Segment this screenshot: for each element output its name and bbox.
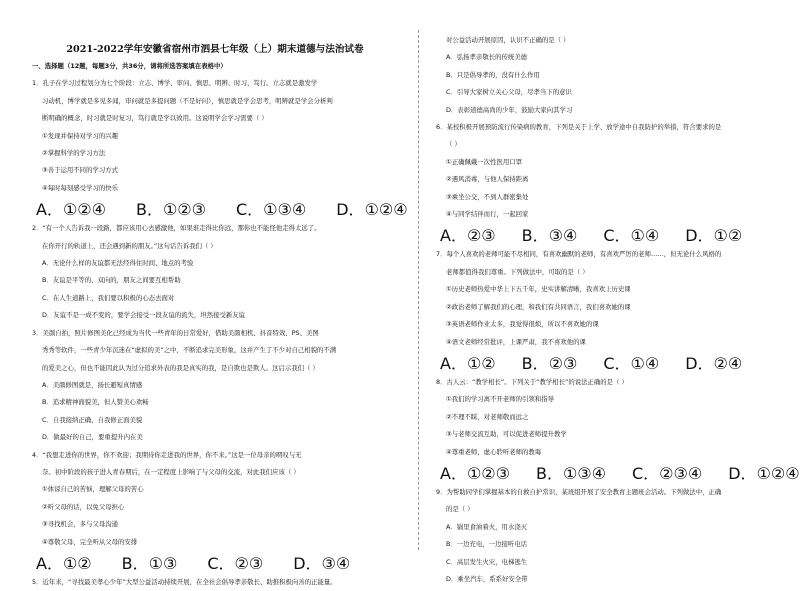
option-line: B．追求精神面貌美，但人赞美心欢畅: [42, 398, 149, 407]
question-line: 8．古人云：“教学相长”。下列关于“教学相长”的说法正确的是（ ）: [436, 377, 628, 386]
option-line: B．只是倡导孝的，没有什么作用: [446, 70, 540, 79]
column-divider: [418, 30, 419, 550]
option-line: C．引导大家树立关心父母，尽孝当下的意识: [446, 88, 572, 97]
option-line: ④尊重老师，虚心聆听老师的教诲: [446, 447, 542, 456]
option-line: ③善于运用不同的学习方式: [42, 166, 119, 175]
option-line: C．在人生道路上，我们要以积极的心态去面对: [42, 293, 175, 302]
answer-choice: D．②④: [685, 353, 743, 373]
question-line: 7．每个人喜欢的老师可能不尽相同，有喜欢幽默的老师，有喜欢严厉的老师……，但无论什么风格的: [436, 250, 722, 259]
option-line: D．做最好的自己，要重提升内在美: [42, 433, 143, 442]
answer-choice: B．①③④: [535, 463, 606, 483]
section-heading: 一、选择题（12题，每题3分，共36分，请将所选答案填在表格中）: [32, 62, 227, 70]
answer-choices: [32, 551, 395, 574]
option-line: ②不理不睬，对老师敬而远之: [446, 412, 529, 421]
option-line: ③乘坐公交，不到人群密集处: [446, 192, 529, 201]
answer-choice: B．①②③: [135, 200, 206, 220]
question-line: 的是（ ）: [446, 505, 474, 514]
question-line: 5．近年来，“寻找最美孝心少年”大型公益活动持续开展，在全社会倡导孝亲敬长、助推积极向善的正能量。: [32, 577, 337, 586]
answer-choice: C．①③④: [236, 200, 307, 220]
answer-choice: D．①②: [685, 226, 743, 246]
option-line: D．乘坐汽车，系系好安全带: [446, 574, 528, 583]
question-line: 9．为帮助同学们掌握基本的自救自护常识，某班组开展了安全教育主题班会活动。下列做法中，正确: [436, 487, 722, 496]
answer-choice: D．①②④: [336, 200, 408, 220]
question-line: 4．“我想走进你的世界，你不欢迎；我期待你走进我的世界，你不来。”这是一位母亲的喟叹与无: [32, 450, 302, 459]
answer-choice: C．②③: [207, 553, 264, 573]
answer-choice: D．③④: [293, 553, 351, 573]
option-line: ③英语老师作业太多，我觉得很烦，所以不喜欢她的课: [446, 320, 599, 329]
question-line: 6．某校积极开展预防流行传染病的教育，下列是关于上学、放学途中自我防护的举措，符合要求的是: [436, 123, 722, 132]
option-line: ③寻找机会，多与父母沟通: [42, 520, 119, 529]
answer-choice: C．①④: [603, 353, 660, 373]
answer-choice: C．②③④: [632, 463, 703, 483]
answer-choice: A．①②③: [440, 463, 510, 483]
question-line: 秀秀等软件，一些青少年沉迷在“虚拟的美”之中，不断追求完美形象，这并产生了不少对自己相貌的不满: [42, 346, 337, 355]
question-line: 断明确的概念，时习就是时复习，笃行就是学以致用。这说明学会学习需要（ ）: [42, 114, 268, 123]
option-line: ①正确佩戴一次性医用口罩: [446, 157, 523, 166]
option-line: ②听父母的话，以免父母担心: [42, 502, 125, 511]
question-line: （ ）: [446, 140, 461, 149]
option-line: ④尊敬父母，完全听从父母的安排: [42, 537, 138, 546]
question-line: 在你开行的轨道上，还会遇到新的朋友。”这句话告诉我们（ ）: [42, 241, 217, 250]
option-line: ①历史老师热爱中华上下五千年，史实讲解清晰，我喜欢上历史课: [446, 285, 631, 294]
option-line: ②政治老师了解我们的心理，和我们有共同语言，我们喜欢她的课: [446, 302, 631, 311]
answer-choice: B．②③: [521, 353, 578, 373]
option-line: ①发现并保持对学习的兴趣: [42, 131, 119, 140]
answer-choice: D．①②④: [728, 463, 800, 483]
option-line: ④与同学结伴而行，一起回家: [446, 210, 529, 219]
option-line: ④每时每刻感受学习的快乐: [42, 183, 119, 192]
answer-choices: [436, 461, 800, 484]
option-line: ③与老师交流互助，可以促进老师提升教学: [446, 430, 567, 439]
option-line: ②掌握科学的学习方法: [42, 149, 106, 158]
question-line: 奈。初中阶段的孩子进入青春期后，在一定程度上影响了与父母的交流，对此我们应该（ ）: [42, 467, 300, 476]
option-line: C．高层发生火灾，电梯逃生: [446, 557, 528, 566]
answer-choices: [436, 223, 756, 246]
answer-choice: B．③④: [521, 226, 578, 246]
left-questions: [32, 75, 408, 591]
question-line: 对公益活动开展原因，认识不正确的是（ ）: [446, 36, 570, 44]
answer-choices: [436, 351, 756, 374]
answer-choices: [32, 197, 408, 220]
answer-choice: C．①④: [603, 226, 660, 246]
exam-title: 2021-2022学年安徽省宿州市泗县七年级（上）期末道德与法治试卷: [66, 44, 364, 55]
question-line: 2．“有一个人告诉我一段路，都应该用心去感激他，如果谁走得比你远，那你也不能怪他走得太远了。: [32, 224, 321, 233]
question-line: 习动机，博学就是多见多闻，审问就是多提问题（不是好问），慎思就是学会思考，明辨就是学会分析判: [42, 96, 333, 105]
answer-choice: A．①②: [440, 353, 496, 373]
option-line: A．弘扬孝亲敬长的传统美德: [446, 53, 528, 62]
question-line: 1．孔子在学习过程划分为七个阶段：立志、博学、审问、慎思、明辨、时习、笃行。立志就是激发学: [32, 79, 318, 88]
option-line: A．美颜修图就是，扬长避短真情感: [42, 380, 143, 389]
question-line: 老师都值得我们尊重。下列做法中，可取的是（ ）: [446, 267, 589, 276]
right-column: [436, 32, 800, 588]
question-line: 的爱美之心，但也不能因此认为过分追求外表的我是真实的我，是自欺也是欺人。这启示我们（ ）: [42, 363, 319, 372]
option-line: B．一边充电，一边接听电话: [446, 540, 528, 549]
option-line: ①体谅自己的苦恼，理解父母的苦心: [42, 485, 144, 494]
question-line: 3．美颜自拍，照片修图美化已经成为当代一些青年的日常爱好，借助美颜相机、抖音特效、PS、美图: [32, 328, 319, 337]
answer-choice: A．①②: [36, 553, 92, 573]
option-line: A．锅里食油着火，用水浇灭: [446, 522, 528, 531]
answer-choice: B．①③: [121, 553, 178, 573]
left-column: [32, 58, 408, 591]
right-questions: [436, 32, 800, 588]
option-line: D．友谊不是一成不变的，要学会接受一段友谊的流失，坦然接受新友谊: [42, 311, 246, 320]
answer-choice: A．②③: [440, 226, 496, 246]
option-line: ②遇风消毒，与他人保持距离: [446, 175, 529, 184]
option-line: B．友谊是平等的、双向的，朋友之间要互相帮助: [42, 276, 181, 285]
option-line: D．表彰道德高尚的少年，鼓励大家向其学习: [446, 105, 573, 114]
option-line: ①我们的学习离不开老师的引领和指导: [446, 395, 554, 404]
option-line: A．无论什么样的友谊都无法经得住时间、地点的考验: [42, 259, 194, 268]
answer-choice: A．①②④: [36, 200, 106, 220]
option-line: ④语文老师经常批评，上课严肃，我不喜欢他的课: [446, 337, 586, 346]
option-line: C．自我接纳正确，自我修正面美貌: [42, 415, 143, 424]
